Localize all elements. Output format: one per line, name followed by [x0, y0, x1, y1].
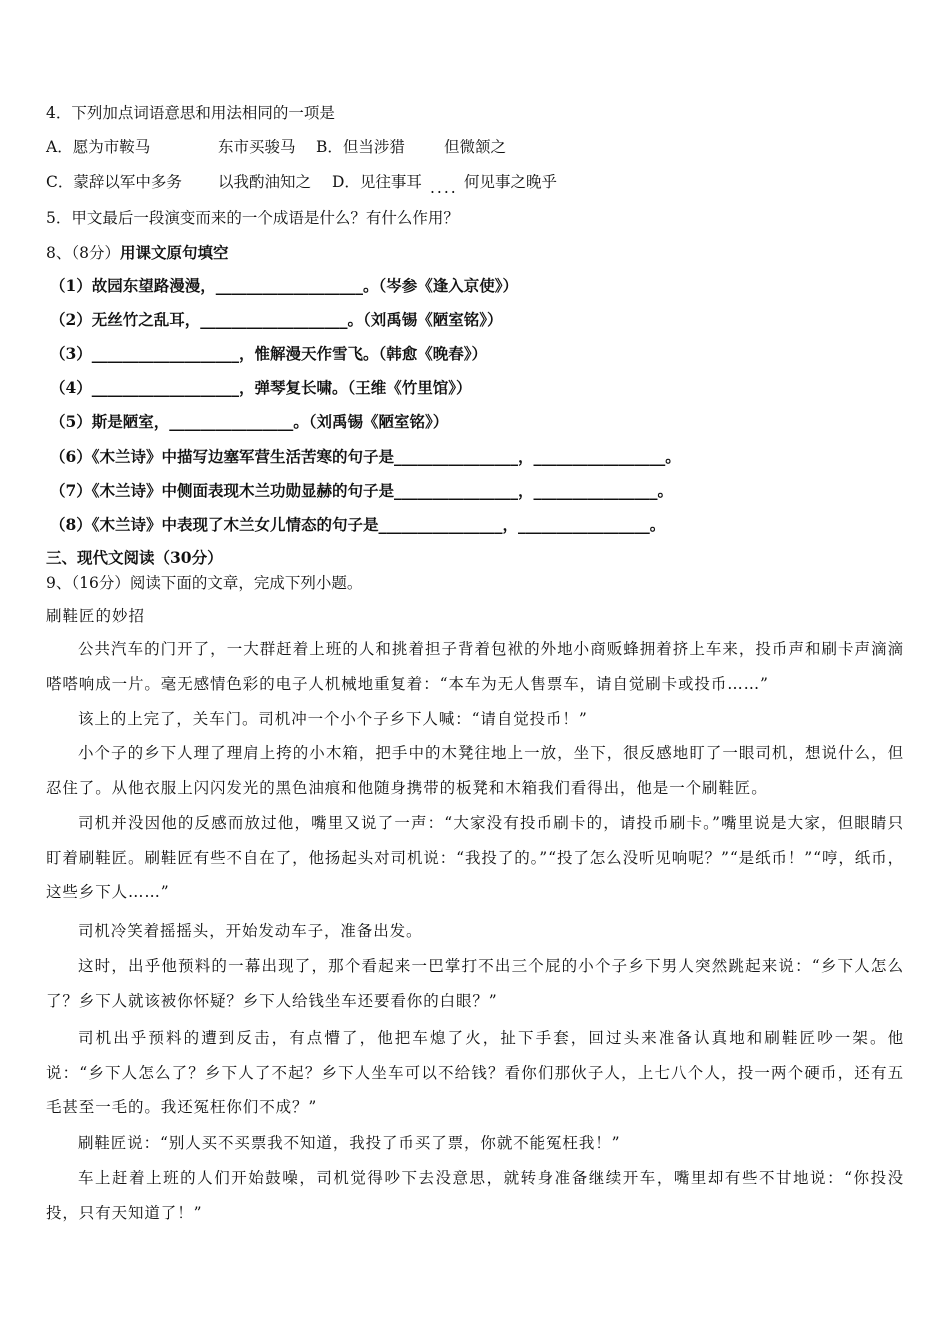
article-paragraph-2: 该上的上完了，关车门。司机冲一个小个子乡下人喊：“请自觉投币！”	[78, 710, 588, 728]
q8-item-1: （1）故园东望路漫漫，___________________。（岑参《逢入京使》）	[50, 276, 519, 295]
q8-item-4: （4）___________________，弹琴复长啸。（王维《竹里馆》）	[50, 378, 472, 397]
article-title: 刷鞋匠的妙招	[46, 607, 146, 625]
q4-option-b: B．但当涉猎	[316, 138, 405, 156]
article-paragraph-8: 刷鞋匠说：“别人买不买票我不知道，我投了币买了票，你就不能冤枉我！”	[78, 1134, 621, 1152]
article-paragraph-4: 司机并没因他的反感而放过他，嘴里又说了一声：“大家没有投币刷卡的，请投币刷卡。”嘴里说是大家，但眼睛只盯着刷鞋匠。刷鞋匠有些不自在了，他扬起头对司机说：“我投了的。”“投了怎么没听见响呢？”“是纸币！”“哼，纸币，这些乡下人……”	[46, 814, 904, 902]
article-paragraph-9: 车上赶着上班的人们开始鼓噪，司机觉得吵下去没意思，就转身准备继续开车，嘴里却有些不甘地说：“你投没投，只有天知道了！”	[46, 1169, 904, 1222]
article-paragraph-3: 小个子的乡下人理了理肩上挎的小木箱，把手中的木凳往地上一放，坐下，很反感地盯了一眼司机，想说什么，但忍住了。从他衣服上闪闪发光的黑色油痕和他随身携带的板凳和木箱我们看得出，他是一个刷鞋匠。	[46, 744, 904, 797]
q4-option-d-pair: 何见事之晚乎	[464, 173, 558, 191]
article-paragraph-5: 司机冷笑着摇摇头，开始发动车子，准备出发。	[78, 922, 423, 940]
q8-heading	[46, 243, 904, 263]
article-paragraph-1: 公共汽车的门开了，一大群赶着上班的人和挑着担子背着包袱的外地小商贩蜂拥着挤上车来，投币声和刷卡声滴滴嗒嗒响成一片。毫无感情色彩的电子人机械地重复着：“本车为无人售票车，请自觉刷卡或投币……”	[46, 640, 904, 693]
q4-option-c-pair: 以我酌油知之	[218, 173, 312, 191]
q8-heading-number: 8、（8分）	[46, 244, 120, 262]
q8-item-6: （6）《木兰诗》中描写边塞军营生活苦寒的句子是________________，_________________。	[50, 447, 681, 466]
q8-heading-title: 用课文原句填空	[119, 243, 229, 262]
section-3-title: 三、现代文阅读（30分）	[46, 548, 223, 567]
q8-item-7: （7）《木兰诗》中侧面表现木兰功勋显赫的句子是________________，________________。	[50, 481, 674, 500]
q8-item-3: （3）___________________，惟解漫天作雪飞。（韩愈《晚春》）	[50, 344, 488, 363]
q8-item-5: （5）斯是陋室，________________。（刘禹锡《陋室铭》）	[50, 412, 449, 431]
q8-item-2: （2）无丝竹之乱耳，___________________。（刘禹锡《陋室铭》）	[50, 310, 503, 329]
q4-option-c: C．蒙辞以军中多务	[46, 173, 182, 191]
q8-item-8: （8）《木兰诗》中表现了木兰女儿情态的句子是________________，_________________。	[50, 515, 666, 534]
q4-option-a-pair: 东市买骏马	[218, 138, 296, 156]
article-paragraph-6: 这时，出乎他预料的一幕出现了，那个看起来一巴掌打不出三个屁的小个子乡下男人突然跳起来说：“乡下人怎么了？乡下人就该被你怀疑？乡下人给钱坐车还要看你的白眼？”	[46, 957, 904, 1010]
q9-text: 9、（16分）阅读下面的文章，完成下列小题。	[46, 574, 363, 592]
article-paragraph-7: 司机出乎预料的遭到反击，有点懵了，他把车熄了火，扯下手套，回过头来准备认真地和刷鞋匠吵一架。他说：“乡下人怎么了？乡下人了不起？乡下人坐车可以不给钱？看你们那伙子人，上七八个人，投一两个硬币，还有五毛甚至一毛的。我还冤枉你们不成？”	[46, 1029, 904, 1117]
q5-text: 5．甲文最后一段演变而来的一个成语是什么？有什么作用？	[46, 209, 459, 227]
q4-option-d-dots: ....	[430, 179, 458, 197]
q4-option-a: A．愿为市鞍马	[46, 138, 151, 156]
q4-stem: 4．下列加点词语意思和用法相同的一项是	[46, 104, 335, 122]
q4-option-b-pair: 但微颔之	[444, 138, 507, 156]
q4-option-d: D．见往事耳	[332, 173, 422, 191]
